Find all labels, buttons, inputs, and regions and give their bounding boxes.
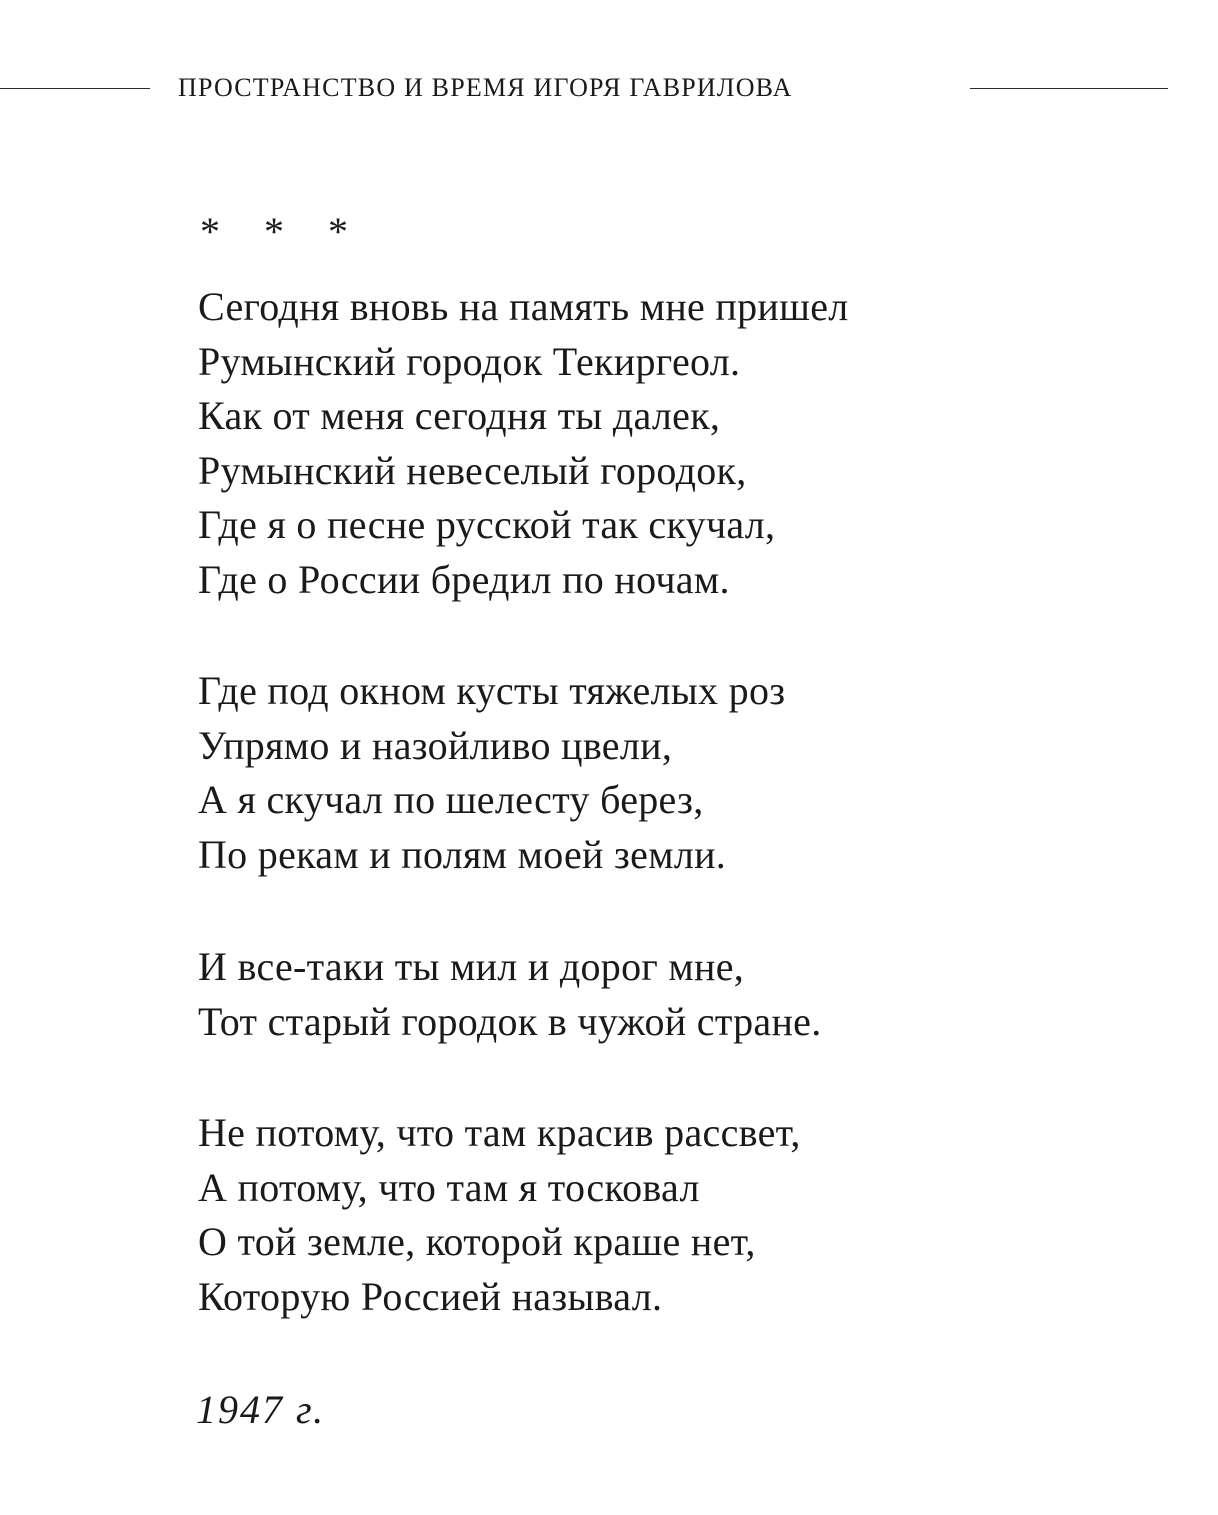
poem-line: Сегодня вновь на память мне пришел <box>198 284 849 329</box>
asterisk: * <box>200 209 220 254</box>
poem-line: И все-таки ты мил и дорог мне, <box>198 944 745 989</box>
header-rule-left <box>0 88 150 89</box>
poem-line: А я скучал по шелесту берез, <box>198 777 704 823</box>
poem-line: Где о России бредил по ночам. <box>198 556 730 602</box>
poem-line: А потому, что там я тосковал <box>198 1164 700 1210</box>
poem-line: Румынский городок Текиргеол. <box>198 338 741 384</box>
stanza-3 <box>198 940 822 1049</box>
stanza-4 <box>198 1106 801 1324</box>
poem-line: О той земле, которой краше нет, <box>198 1219 756 1265</box>
stanza-2 <box>198 664 785 882</box>
poem-line: Как от меня сегодня ты далек, <box>198 393 721 439</box>
poem-line: Где я о песне русской так скучал, <box>198 502 776 548</box>
poem-line: Упрямо и назойливо цвели, <box>198 722 673 768</box>
asterisk: * <box>328 209 348 254</box>
poem-line: Румынский невеселый городок, <box>198 447 747 493</box>
poem-date: 1947 г. <box>196 1387 326 1432</box>
running-header <box>0 70 1218 110</box>
poem-line: Которую Россией называл. <box>198 1273 663 1319</box>
stanza-1 <box>198 280 849 608</box>
poem-line: Где под окном кусты тяжелых роз <box>198 668 786 713</box>
section-separator <box>200 210 392 254</box>
poem-line: По рекам и полям моей земли. <box>198 831 727 877</box>
header-rule-right <box>970 88 1168 89</box>
poem-line: Тот старый городок в чужой стране. <box>198 998 822 1044</box>
poem-line: Не потому, что там красив рассвет, <box>198 1110 801 1155</box>
running-title: ПРОСТРАНСТВО И ВРЕМЯ ИГОРЯ ГАВРИЛОВА <box>178 73 793 102</box>
asterisk: * <box>264 209 284 254</box>
